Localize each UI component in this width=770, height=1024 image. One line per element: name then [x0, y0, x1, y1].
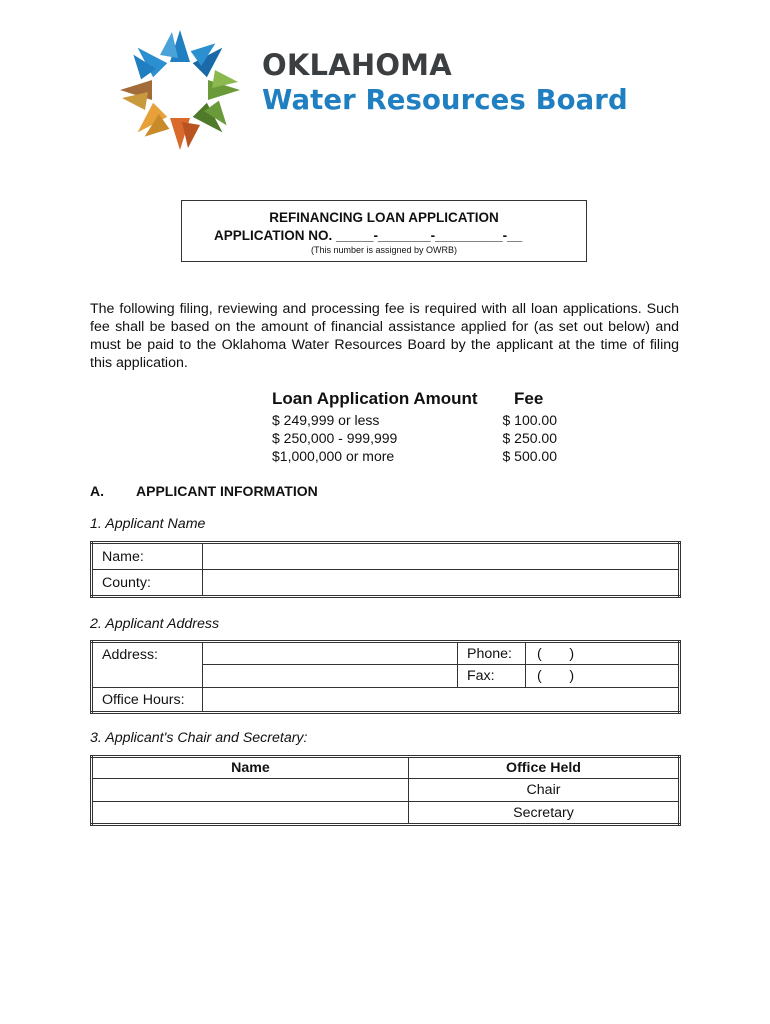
name-input[interactable] [203, 543, 680, 570]
chair-secretary-heading: 3. Applicant's Chair and Secretary: [90, 730, 308, 746]
chair-name-input[interactable] [92, 779, 409, 802]
office-hours-input[interactable] [203, 688, 680, 713]
section-title: APPLICANT INFORMATION [136, 483, 318, 499]
column-header-name: Name [92, 757, 409, 779]
fee-row-fee: $ 100.00 [502, 412, 557, 428]
fax-label: Fax: [458, 665, 526, 688]
applicant-address-table [90, 640, 681, 714]
address-input-line1[interactable] [203, 642, 458, 665]
secretary-name-input[interactable] [92, 802, 409, 825]
fax-input[interactable]: ( ) [526, 665, 680, 688]
phone-label: Phone: [458, 642, 526, 665]
fee-row-amount: $ 249,999 or less [272, 412, 380, 428]
application-number-note: (This number is assigned by OWRB) [310, 245, 458, 255]
org-name-line1: OKLAHOMA [262, 48, 452, 82]
fee-row-fee: $ 250.00 [502, 430, 557, 446]
fee-row-amount: $1,000,000 or more [272, 448, 395, 464]
address-input-line2[interactable] [203, 665, 458, 688]
owrb-star-logo-icon [118, 28, 243, 153]
fee-header-amount: Loan Application Amount [272, 389, 478, 408]
name-label: Name: [92, 543, 203, 570]
fee-row [270, 448, 557, 466]
column-header-office: Office Held [409, 757, 680, 779]
phone-input[interactable]: ( ) [526, 642, 680, 665]
fee-intro-paragraph: The following filing, reviewing and processing fee is required with all loan applications. Such fee shall be based on the amount of financial assistance applied for (as set out below) and must be paid to the Oklahoma Water Resources Board by the applicant at the time of filing this application. [90, 301, 679, 371]
fee-header-fee: Fee [514, 389, 544, 408]
fee-row-amount: $ 250,000 - 999,999 [272, 430, 398, 446]
address-label: Address: [92, 642, 203, 688]
chair-secretary-table [90, 755, 681, 826]
office-secretary: Secretary [409, 802, 680, 825]
application-title: REFINANCING LOAN APPLICATION [269, 210, 499, 225]
section-letter: A. [90, 483, 104, 499]
org-name-line2: Water Resources Board [262, 84, 628, 116]
application-number-box [181, 200, 587, 262]
applicant-address-heading: 2. Applicant Address [90, 616, 220, 632]
county-label: County: [92, 570, 203, 597]
fee-row [270, 430, 557, 448]
fee-row [270, 412, 557, 430]
applicant-name-table [90, 541, 681, 598]
office-hours-label: Office Hours: [92, 688, 203, 713]
county-input[interactable] [203, 570, 680, 597]
fee-row-fee: $ 500.00 [502, 448, 557, 464]
office-chair: Chair [409, 779, 680, 802]
application-number-field[interactable]: APPLICATION NO. _____-_______-_________-__ [214, 228, 523, 243]
applicant-name-heading: 1. Applicant Name [90, 516, 206, 532]
